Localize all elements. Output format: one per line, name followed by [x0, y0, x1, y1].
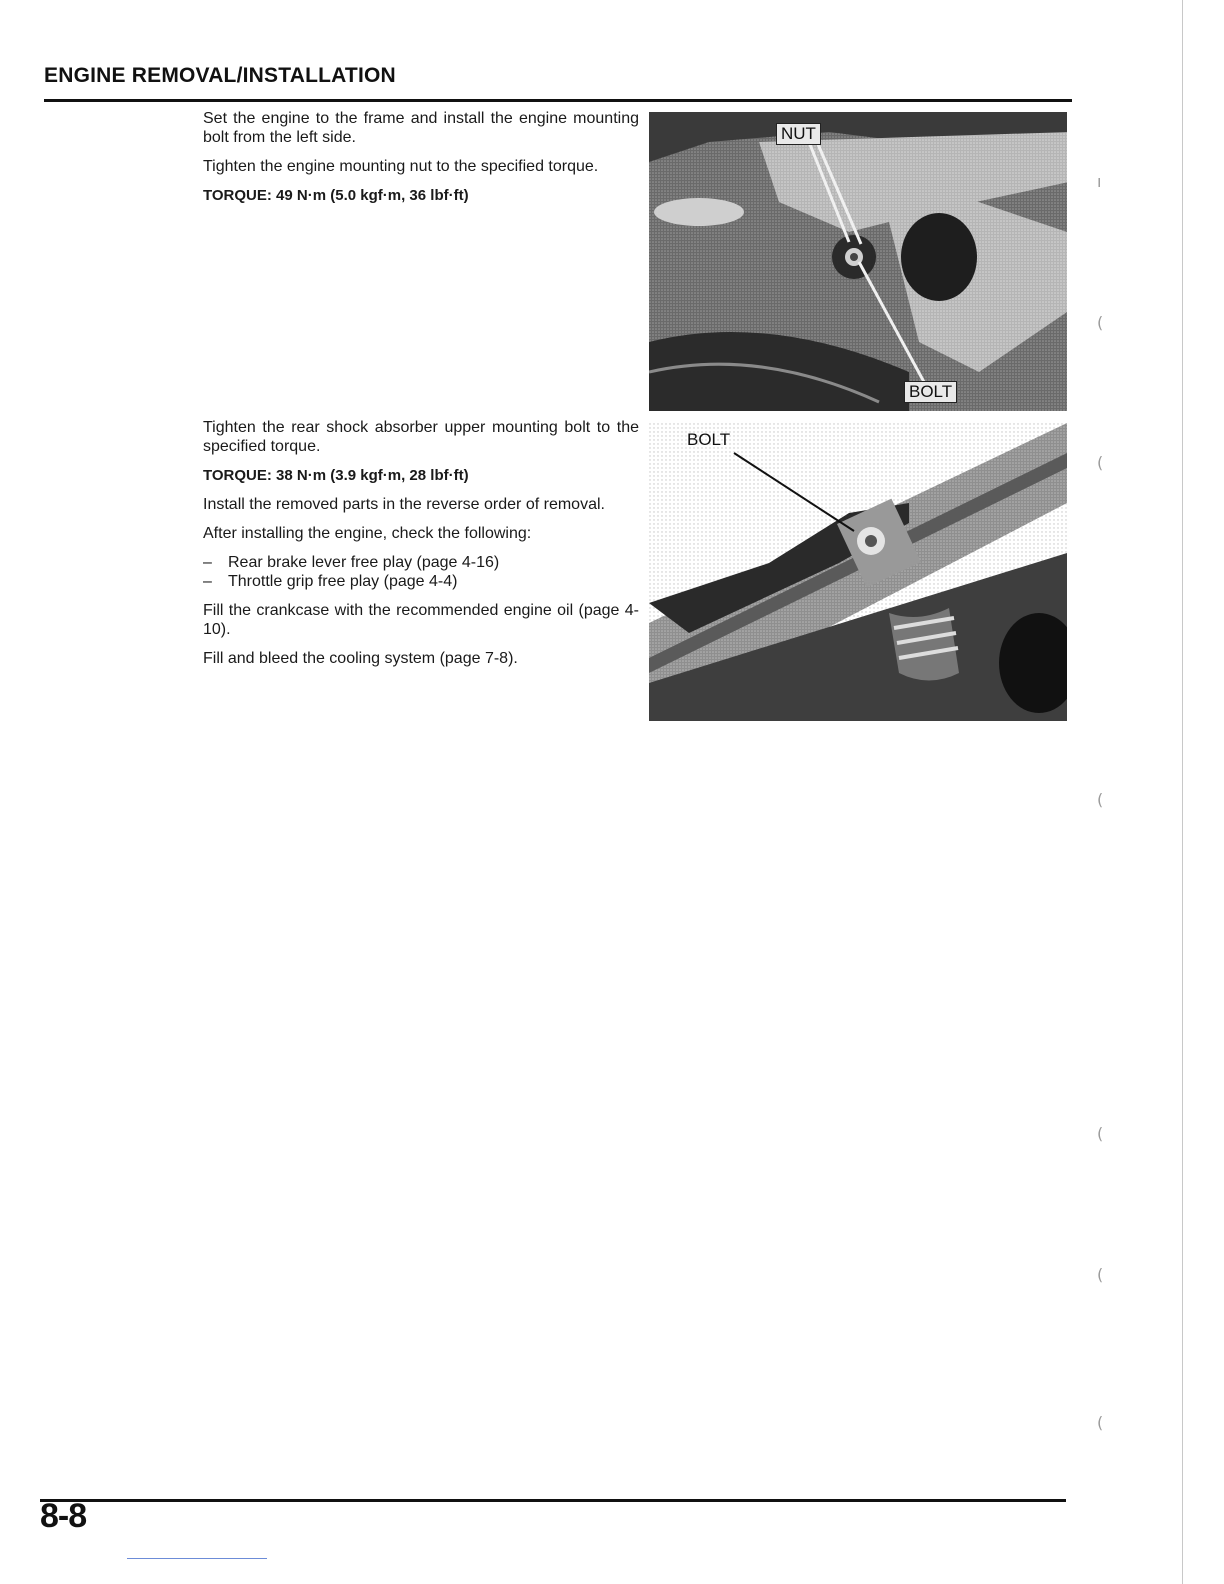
checklist-item-text: Rear brake lever free play (page 4-16) — [228, 554, 500, 571]
step1-paragraph-1: Set the engine to the frame and install the engine mounting bolt from the left side. — [203, 110, 639, 146]
nut-callout-label: NUT — [776, 123, 821, 145]
step1-text-block — [203, 109, 639, 215]
step2-torque-spec: TORQUE: 38 N·m (3.9 kgf·m, 28 lbf·ft) — [203, 467, 469, 484]
checklist — [203, 553, 639, 591]
binding-hole-mark: ( — [1097, 1265, 1104, 1284]
step2-paragraph-5: Fill and bleed the cooling system (page 7-8). — [203, 650, 518, 667]
step1-torque-spec: TORQUE: 49 N·m (5.0 kgf·m, 36 lbf·ft) — [203, 187, 469, 204]
footer-link-underline — [127, 1558, 267, 1559]
page-number: 8-8 — [40, 1497, 87, 1535]
step1-paragraph-2: Tighten the engine mounting nut to the specified torque. — [203, 158, 599, 175]
shock-mount-photo — [649, 423, 1067, 721]
page-title: ENGINE REMOVAL/INSTALLATION — [44, 64, 396, 87]
binding-hole-mark: ( — [1097, 1413, 1104, 1432]
bolt-callout-label: BOLT — [687, 430, 731, 449]
engine-mount-photo — [649, 112, 1067, 411]
checklist-item — [203, 553, 639, 572]
step2-paragraph-3: After installing the engine, check the following: — [203, 525, 532, 542]
checklist-dash: – — [203, 573, 212, 590]
scan-margin-line — [1182, 0, 1183, 1584]
title-rule — [44, 99, 1072, 102]
engine-mount-photo-illustration — [649, 112, 1067, 411]
bolt-callout-label: BOLT — [904, 381, 957, 403]
step2-paragraph-2: Install the removed parts in the reverse order of removal. — [203, 496, 605, 513]
binding-hole-mark: ( — [1097, 313, 1104, 332]
footer-rule — [40, 1499, 1066, 1502]
step2-paragraph-4: Fill the crankcase with the recommended engine oil (page 4-10). — [203, 602, 639, 638]
binding-hole-mark: ( — [1097, 790, 1104, 809]
shock-mount-photo-illustration — [649, 423, 1067, 721]
checklist-item — [203, 572, 639, 591]
step2-text-block — [203, 418, 639, 668]
checklist-item-text: Throttle grip free play (page 4-4) — [228, 573, 458, 590]
binding-hole-mark: ı — [1097, 172, 1102, 191]
binding-hole-mark: ( — [1097, 1124, 1104, 1143]
step2-paragraph-1: Tighten the rear shock absorber upper mounting bolt to the specified torque. — [203, 419, 639, 455]
checklist-dash: – — [203, 554, 212, 571]
binding-hole-mark: ( — [1097, 453, 1104, 472]
